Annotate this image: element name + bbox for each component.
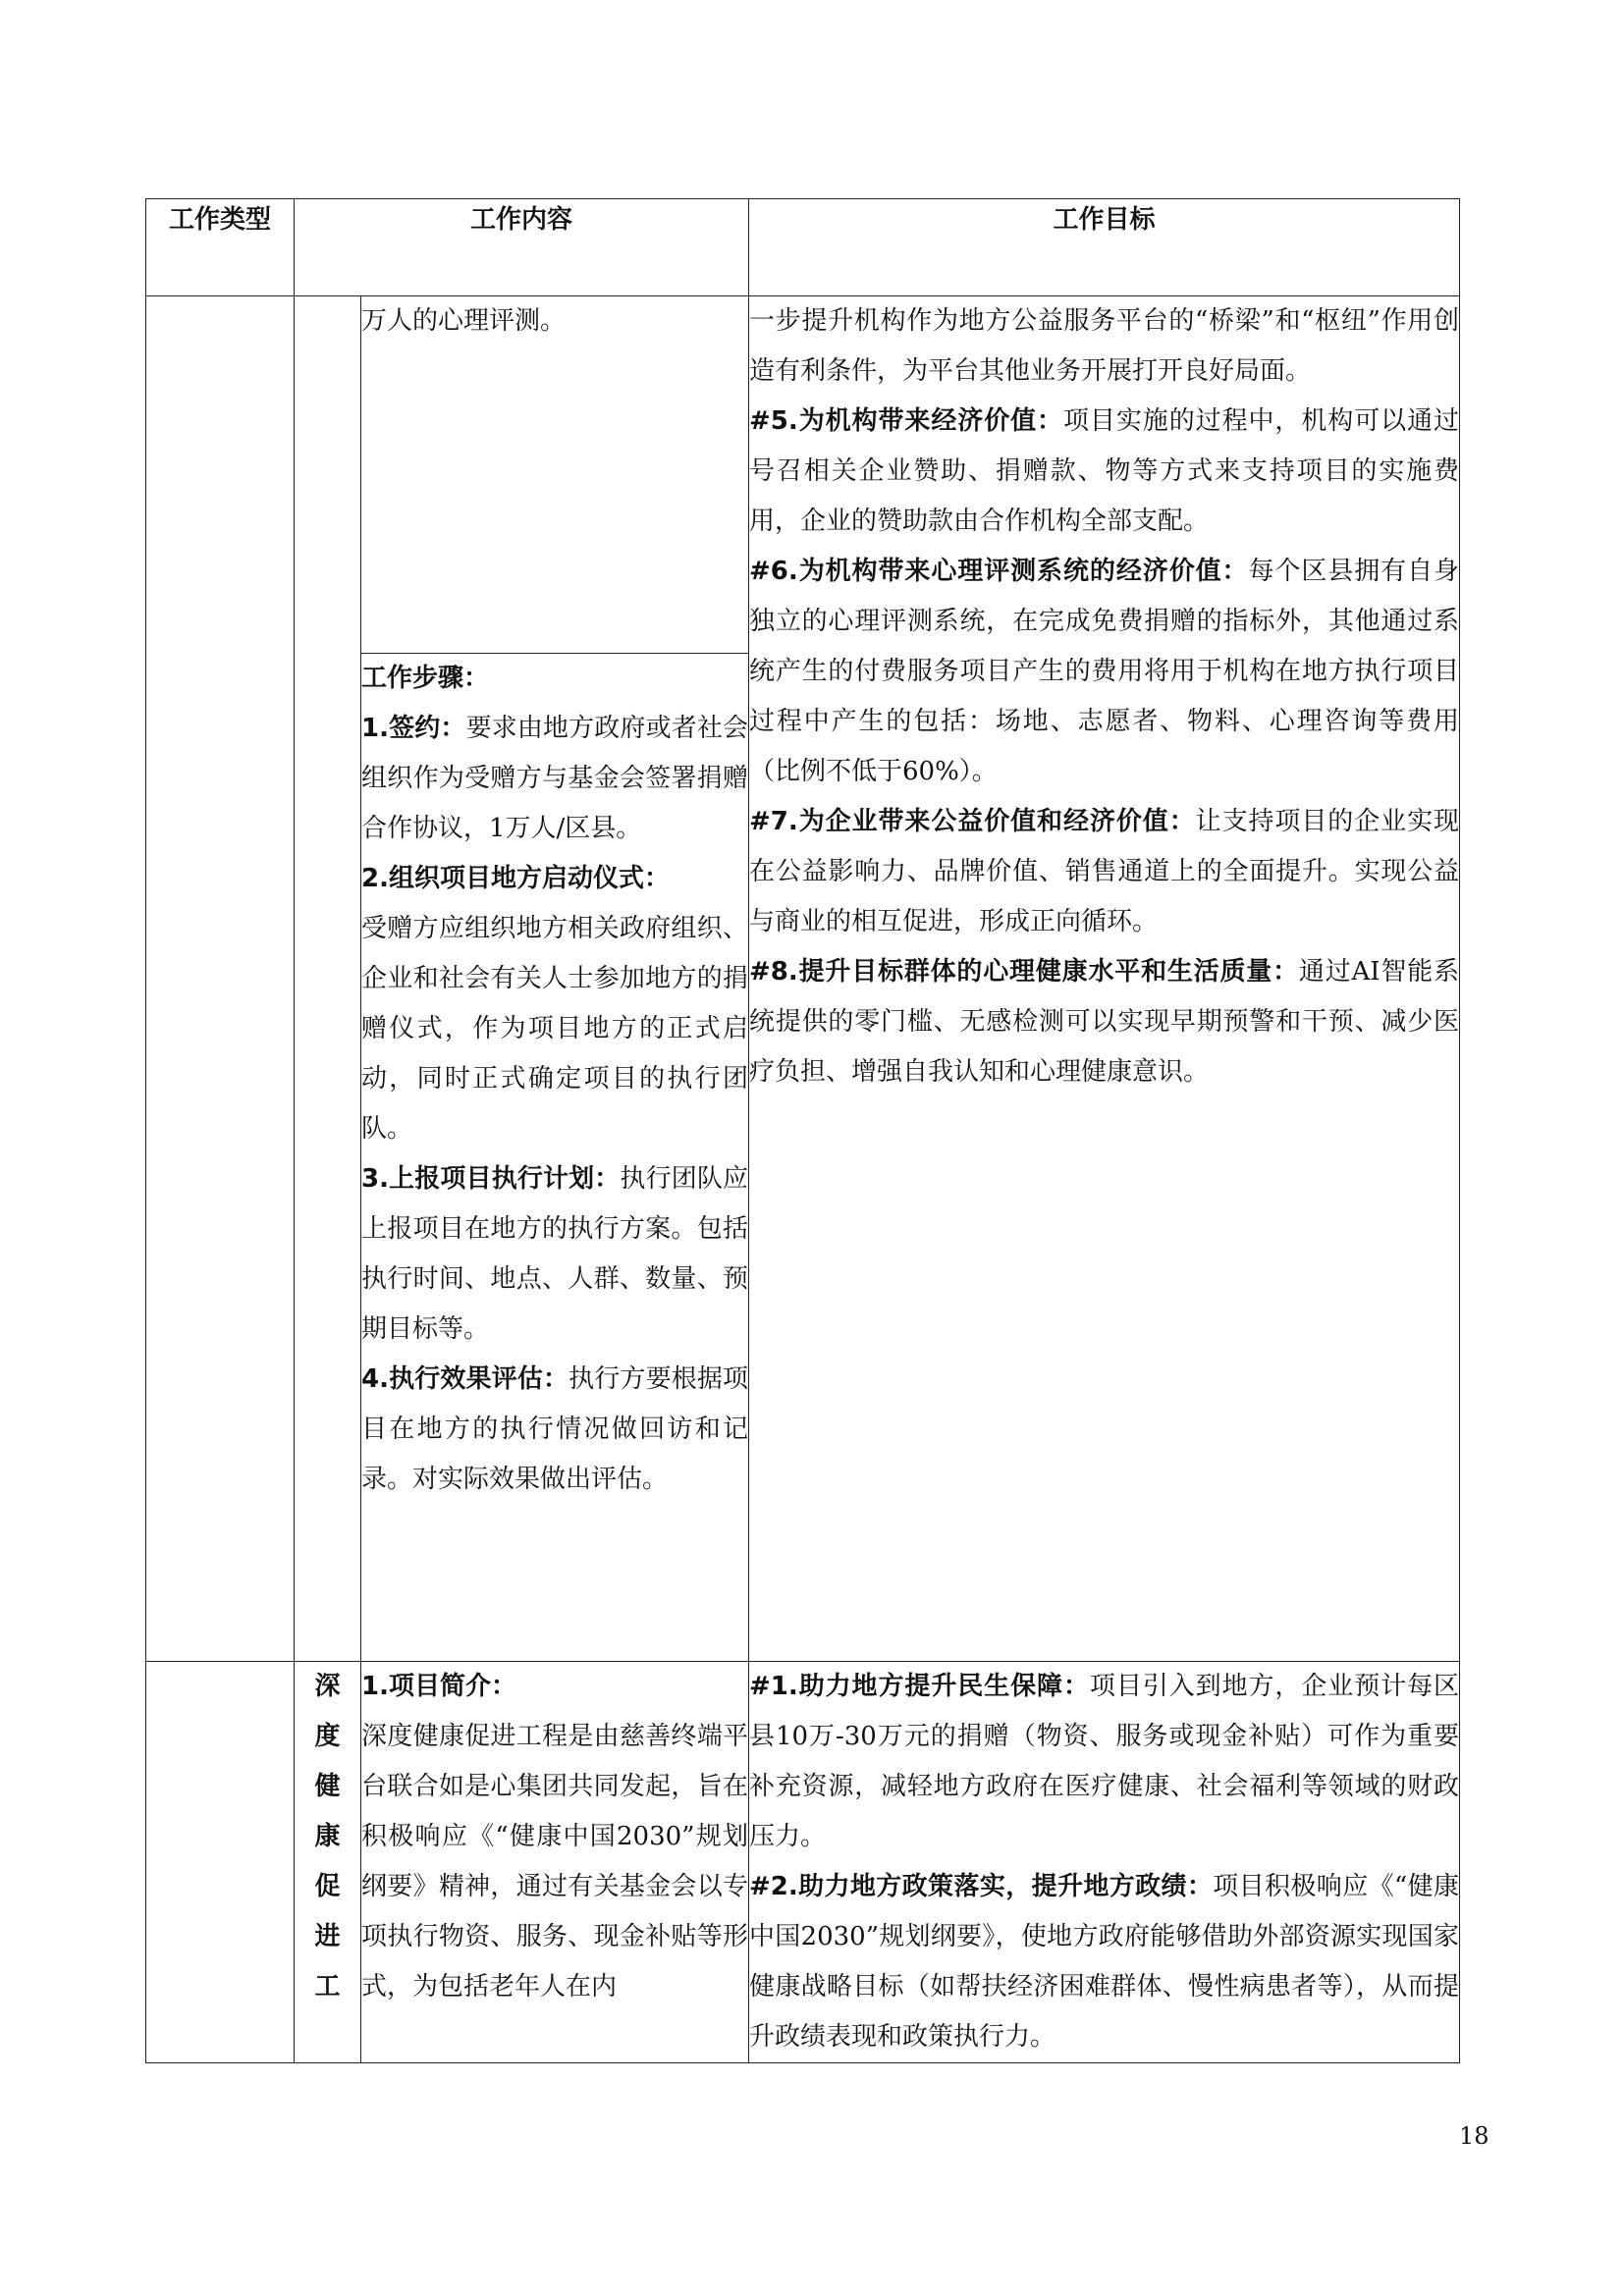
step-2-heading: 2.组织项目地方启动仪式： [361, 864, 670, 893]
goal-5-body: 项目实施的过程中，机构可以通过号召相关企业赞助、捐赠款、物等方式来支持项目的实施费用，企业的赞助款由合作机构全部支配。 [749, 406, 1460, 536]
content-cell-continued [361, 296, 749, 654]
label-char: 促 [314, 1872, 341, 1901]
goal-cell-top [749, 296, 1460, 1662]
header-work-content: 工作内容 [295, 199, 749, 296]
goal-1-heading: #1.助力地方提升民生保障： [749, 1672, 1090, 1701]
label-char: 度 [314, 1722, 341, 1751]
work-type-cell-bottom [146, 1662, 295, 2063]
goal-intro-text: 一步提升机构作为地方公益服务平台的“桥梁”和“枢纽”作用创造有利条件，为平台其他业务开展打开良好局面。 [749, 306, 1460, 386]
work-steps-title: 工作步骤： [361, 664, 490, 693]
project-vertical-label [295, 1662, 361, 2063]
label-char: 健 [314, 1772, 341, 1801]
goal-2-heading: #2.助力地方政策落实，提升地方政绩： [749, 1872, 1214, 1901]
goal-7 [749, 797, 1459, 947]
goal-cell-bottom [749, 1662, 1460, 2063]
step-4-heading: 4.执行效果评估： [361, 1364, 569, 1394]
table-row [146, 296, 1460, 654]
step-3 [361, 1154, 748, 1355]
project-intro-body: 深度健康促进工程是由慈善终端平台联合如是心集团共同发起，旨在积极响应《“健康中国2030”规划纲要》精神，通过有关基金会以专项执行物资、服务、现金补贴等形式，为包括老年人在内 [361, 1722, 749, 2002]
goal-2 [749, 1862, 1459, 2062]
label-char: 进 [314, 1922, 341, 1951]
goal-6-body: 每个区县拥有自身独立的心理评测系统，在完成免费捐赠的指标外，其他通过系统产生的付费服务项目产生的费用将用于机构在地方执行项目过程中产生的包括：场地、志愿者、物料、心理咨询等费用（比例不低于60%）。 [749, 557, 1460, 786]
table-header-row [146, 199, 1460, 296]
goal-2-body: 项目积极响应《“健康中国2030”规划纲要》，使地方政府能够借助外部资源实现国家健康战略目标（如帮扶经济困难群体、慢性病患者等），从而提升政绩表现和政策执行力。 [749, 1872, 1460, 2052]
label-char: 康 [314, 1822, 341, 1851]
header-work-type: 工作类型 [146, 199, 295, 296]
goal-6-heading: #6.为机构带来心理评测系统的经济价值： [749, 557, 1249, 586]
goal-8-heading: #8.提升目标群体的心理健康水平和生活质量： [749, 957, 1299, 987]
goal-6 [749, 547, 1459, 797]
work-plan-table [145, 198, 1460, 2063]
step-1-heading: 1.签约： [361, 714, 466, 743]
step-4-body: 执行方要根据项目在地方的执行情况做回访和记录。对实际效果做出评估。 [361, 1364, 749, 1494]
page-number: 18 [1459, 2122, 1489, 2150]
goal-8-body: 通过AI智能系统提供的零门槛、无感检测可以实现早期预警和干预、减少医疗负担、增强自我认知和心理健康意识。 [749, 957, 1460, 1087]
step-1 [361, 704, 748, 854]
goal-5-heading: #5.为机构带来经济价值： [749, 406, 1063, 436]
step-1-body: 要求由地方政府或者社会组织作为受赠方与基金会签署捐赠合作协议，1万人/区县。 [361, 714, 749, 843]
goal-7-body: 让支持项目的企业实现在公益影响力、品牌价值、销售通道上的全面提升。实现公益与商业的相互促进，形成正向循环。 [749, 807, 1460, 936]
step-3-body: 执行团队应上报项目在地方的执行方案。包括执行时间、地点、人群、数量、预期目标等。 [361, 1164, 749, 1344]
step-2-body: 受赠方应组织地方相关政府组织、企业和社会有关人士参加地方的捐赠仪式，作为项目地方的正式启动，同时正式确定项目的执行团队。 [361, 914, 749, 1144]
goal-8 [749, 947, 1459, 1097]
label-char: 工 [314, 1972, 341, 2002]
content-continued-text: 万人的心理评测。 [361, 306, 567, 336]
goal-7-heading: #7.为企业带来公益价值和经济价值： [749, 807, 1196, 836]
project-intro-cell [361, 1662, 749, 2063]
label-char: 深 [314, 1672, 341, 1701]
header-work-goal: 工作目标 [749, 199, 1460, 296]
table-row [146, 1662, 1460, 2063]
step-4 [361, 1355, 748, 1505]
goal-1-body: 项目引入到地方，企业预计每区县10万-30万元的捐赠（物资、服务或现金补贴）可作为重要补充资源，减轻地方政府在医疗健康、社会福利等领域的财政压力。 [749, 1672, 1460, 1851]
step-3-heading: 3.上报项目执行计划： [361, 1164, 621, 1194]
goal-1 [749, 1662, 1459, 1862]
goal-5 [749, 397, 1459, 547]
work-type-cell [146, 296, 295, 1662]
subtype-cell [295, 296, 361, 1662]
project-intro-heading: 1.项目简介： [361, 1672, 516, 1701]
work-steps-cell [361, 654, 749, 1662]
